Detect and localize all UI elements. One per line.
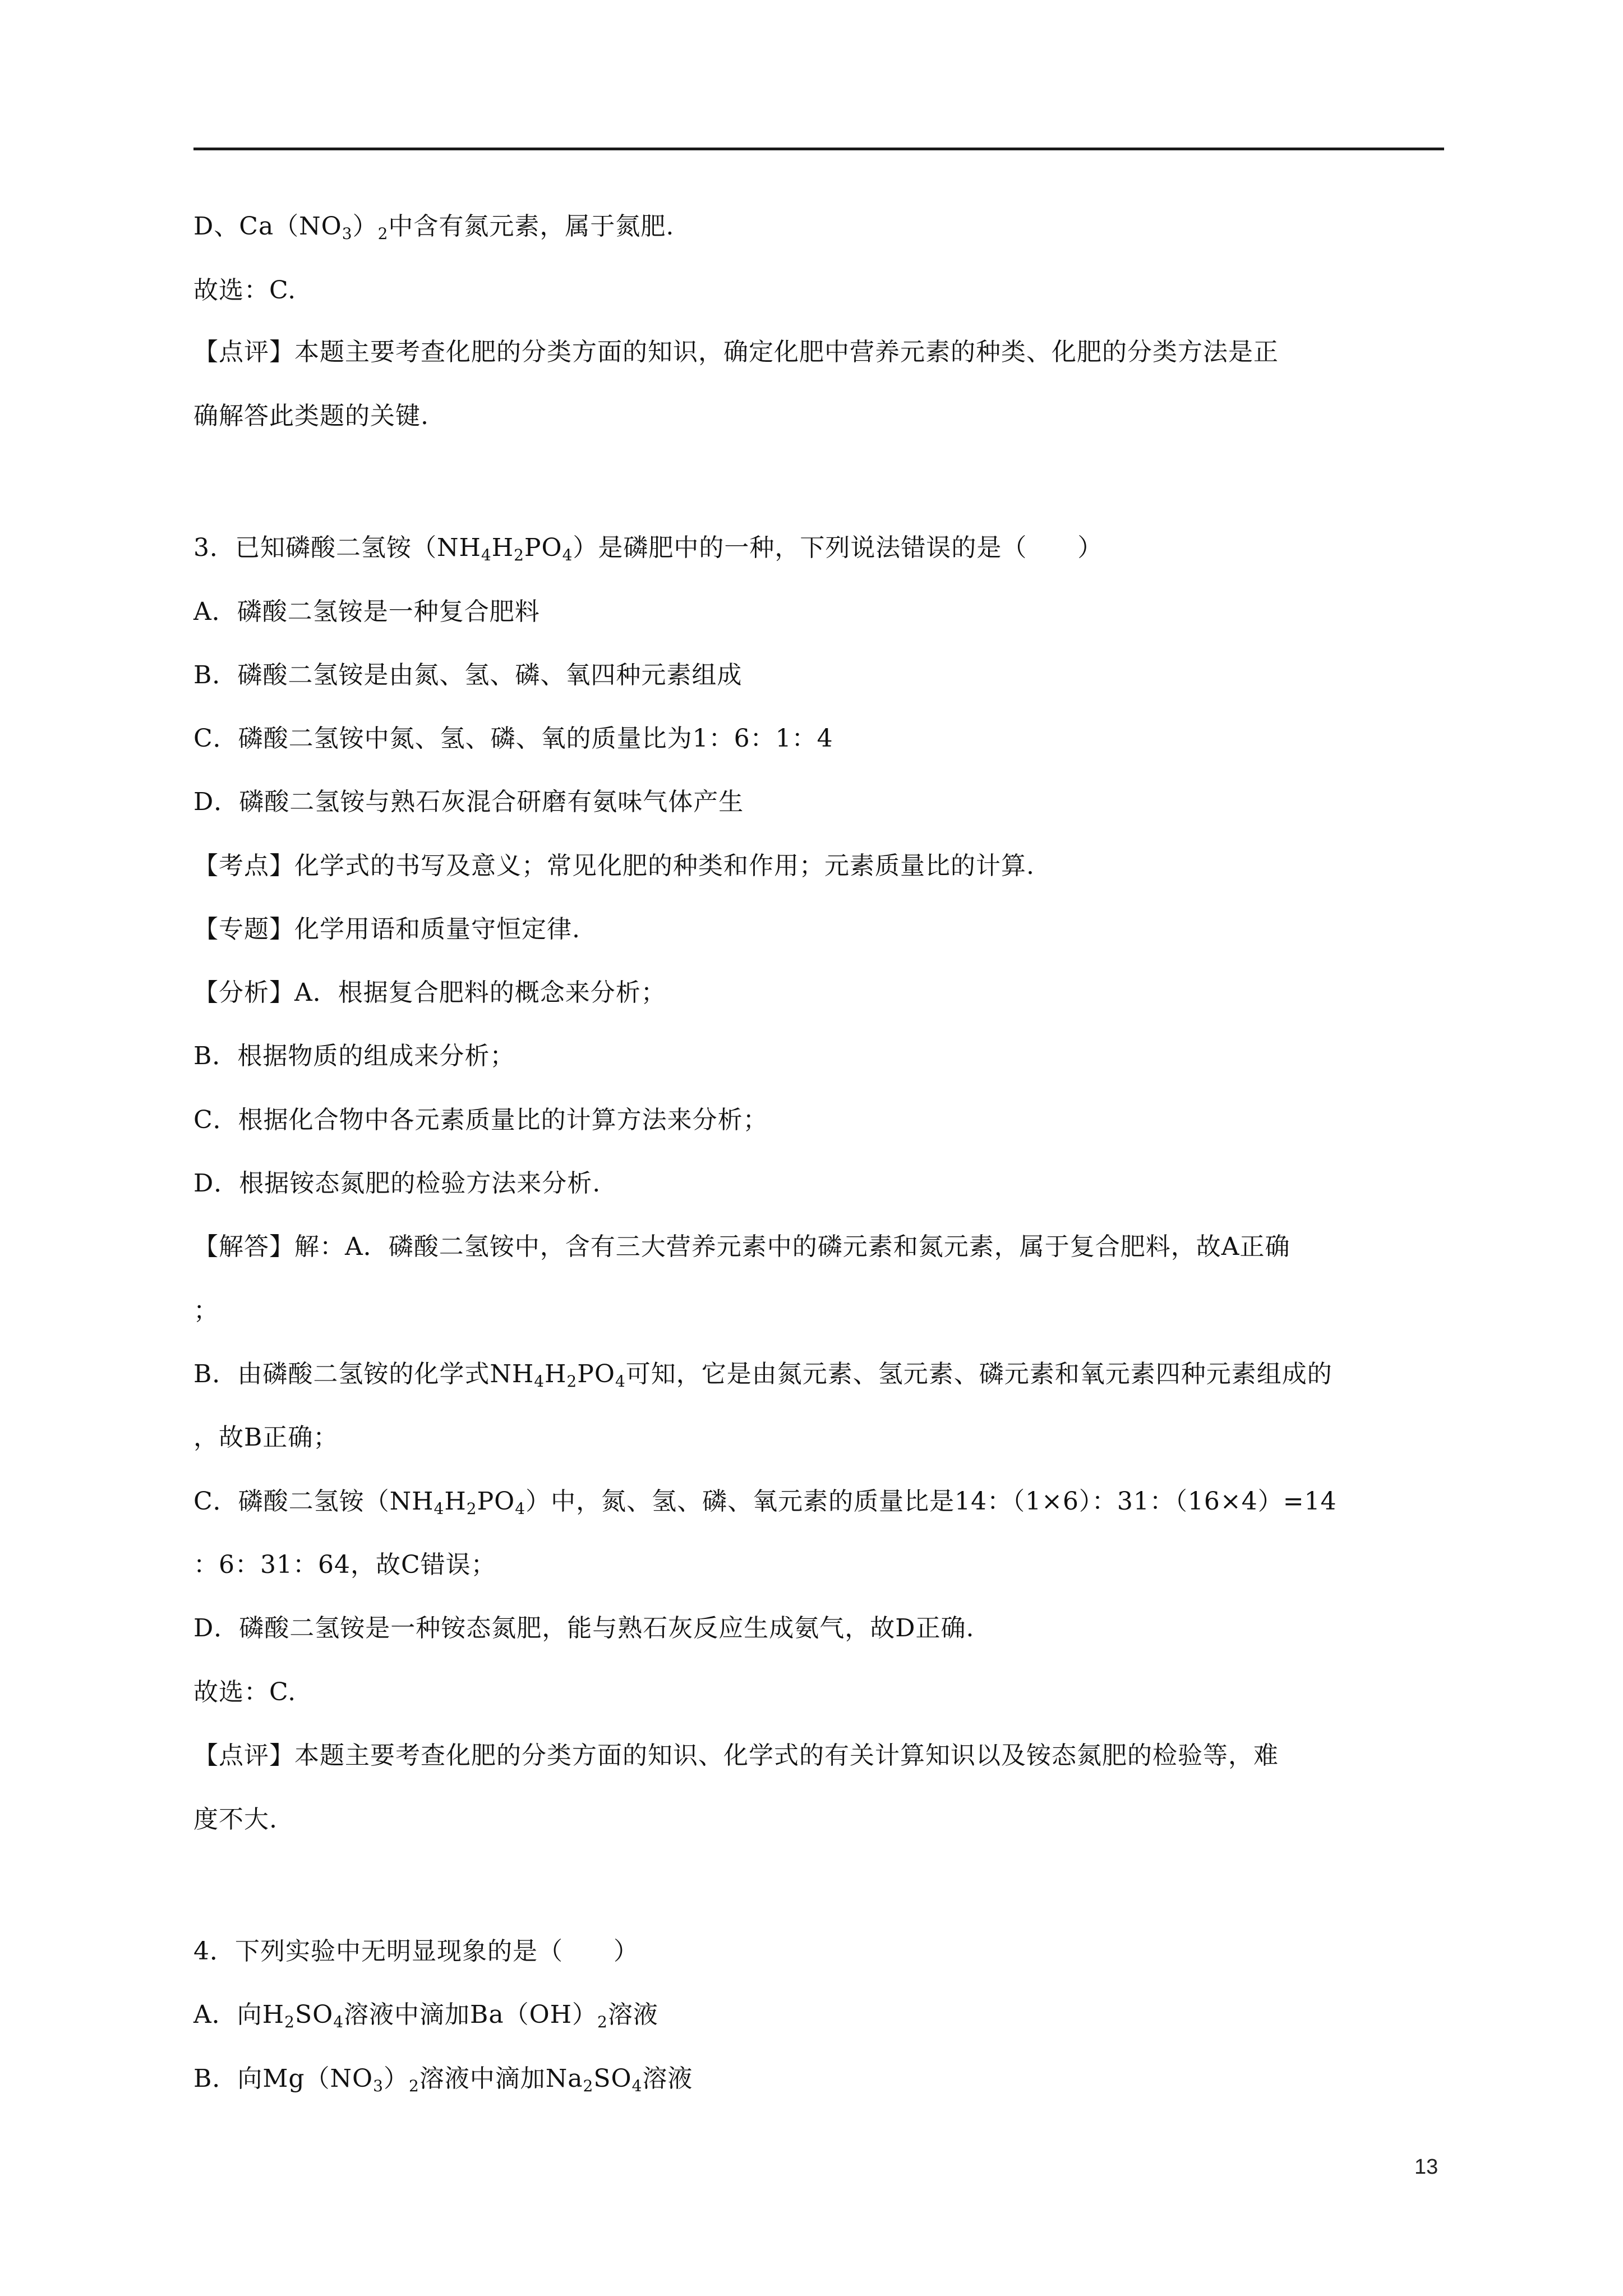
q3-answer: 故选：C. bbox=[193, 1678, 297, 1706]
q3-comment-line-1: 【点评】本题主要考查化肥的分类方面的知识、化学式的有关计算知识以及铵态氮肥的检验等，难 bbox=[193, 1741, 1279, 1770]
q4-stem: 4．下列实验中无明显现象的是（ ） bbox=[193, 1937, 639, 1966]
q3-zhuanti: 【专题】化学用语和质量守恒定律. bbox=[193, 915, 580, 944]
page-number: 13 bbox=[1414, 2155, 1438, 2179]
q2-option-d: D、$Ca(NO_3)_2$中含有氮元素，属于氮肥. bbox=[193, 212, 675, 243]
q3-option-c: C．磷酸二氢铵中氮、氢、磷、氧的质量比为1：6：1：4 bbox=[193, 724, 833, 753]
q3-jieda-d: D．磷酸二氢铵是一种铵态氮肥，能与熟石灰反应生成氨气，故D正确. bbox=[193, 1614, 975, 1642]
q4-option-a: A．向$H_2SO_4$溶液中滴加$Ba(OH)_2$溶液 bbox=[193, 2000, 658, 2031]
q3-jieda-a-line-2: ； bbox=[193, 1296, 219, 1325]
q3-jieda-c-line-1: C．磷酸二氢铵$(NH_4H_2PO_4)$中，氮、氢、磷、氧元素的质量比是14：（1×6）：31：（16×4）=14 bbox=[193, 1487, 1337, 1518]
q4-option-b: B．向$Mg(NO_3)_2$溶液中滴加$Na_2SO_4$溶液 bbox=[193, 2064, 693, 2095]
q3-fenxi-b: B．根据物质的组成来分析； bbox=[193, 1042, 515, 1070]
q2-answer: 故选：C. bbox=[193, 276, 297, 305]
q3-option-b: B．磷酸二氢铵是由氮、氢、磷、氧四种元素组成 bbox=[193, 661, 743, 689]
q3-fenxi-c: C．根据化合物中各元素质量比的计算方法来分析； bbox=[193, 1106, 768, 1134]
q3-jieda-c-line-2: ：6：31：64，故C错误； bbox=[193, 1550, 496, 1579]
q3-comment-line-2: 度不大. bbox=[193, 1805, 278, 1834]
q3-option-a: A．磷酸二氢铵是一种复合肥料 bbox=[193, 597, 540, 626]
q3-fenxi-d: D．根据铵态氮肥的检验方法来分析. bbox=[193, 1169, 601, 1198]
q3-kaodian: 【考点】化学式的书写及意义；常见化肥的种类和作用；元素质量比的计算. bbox=[193, 852, 1035, 880]
q2-comment-line-2: 确解答此类题的关键. bbox=[193, 402, 429, 430]
q3-jieda-a-line-1: 【解答】解：A．磷酸二氢铵中，含有三大营养元素中的磷元素和氮元素，属于复合肥料，故A正确 bbox=[193, 1232, 1290, 1261]
q3-stem: 3．已知磷酸二氢铵$(NH_4H_2PO_4)$是磷肥中的一种，下列说法错误的是（ ） bbox=[193, 533, 1103, 564]
header-rule bbox=[193, 148, 1444, 150]
q3-jieda-b-line-1: B．由磷酸二氢铵的化学式$NH_4H_2PO_4$可知，它是由氮元素、氢元素、磷元素和氧元素四种元素组成的 bbox=[193, 1360, 1332, 1391]
q3-jieda-b-line-2: ，故B正确； bbox=[193, 1423, 339, 1452]
q3-fenxi-a: 【分析】A．根据复合肥料的概念来分析； bbox=[193, 978, 666, 1007]
q2-comment-line-1: 【点评】本题主要考查化肥的分类方面的知识，确定化肥中营养元素的种类、化肥的分类方法是正 bbox=[193, 338, 1279, 366]
q3-option-d: D．磷酸二氢铵与熟石灰混合研磨有氨味气体产生 bbox=[193, 788, 744, 816]
